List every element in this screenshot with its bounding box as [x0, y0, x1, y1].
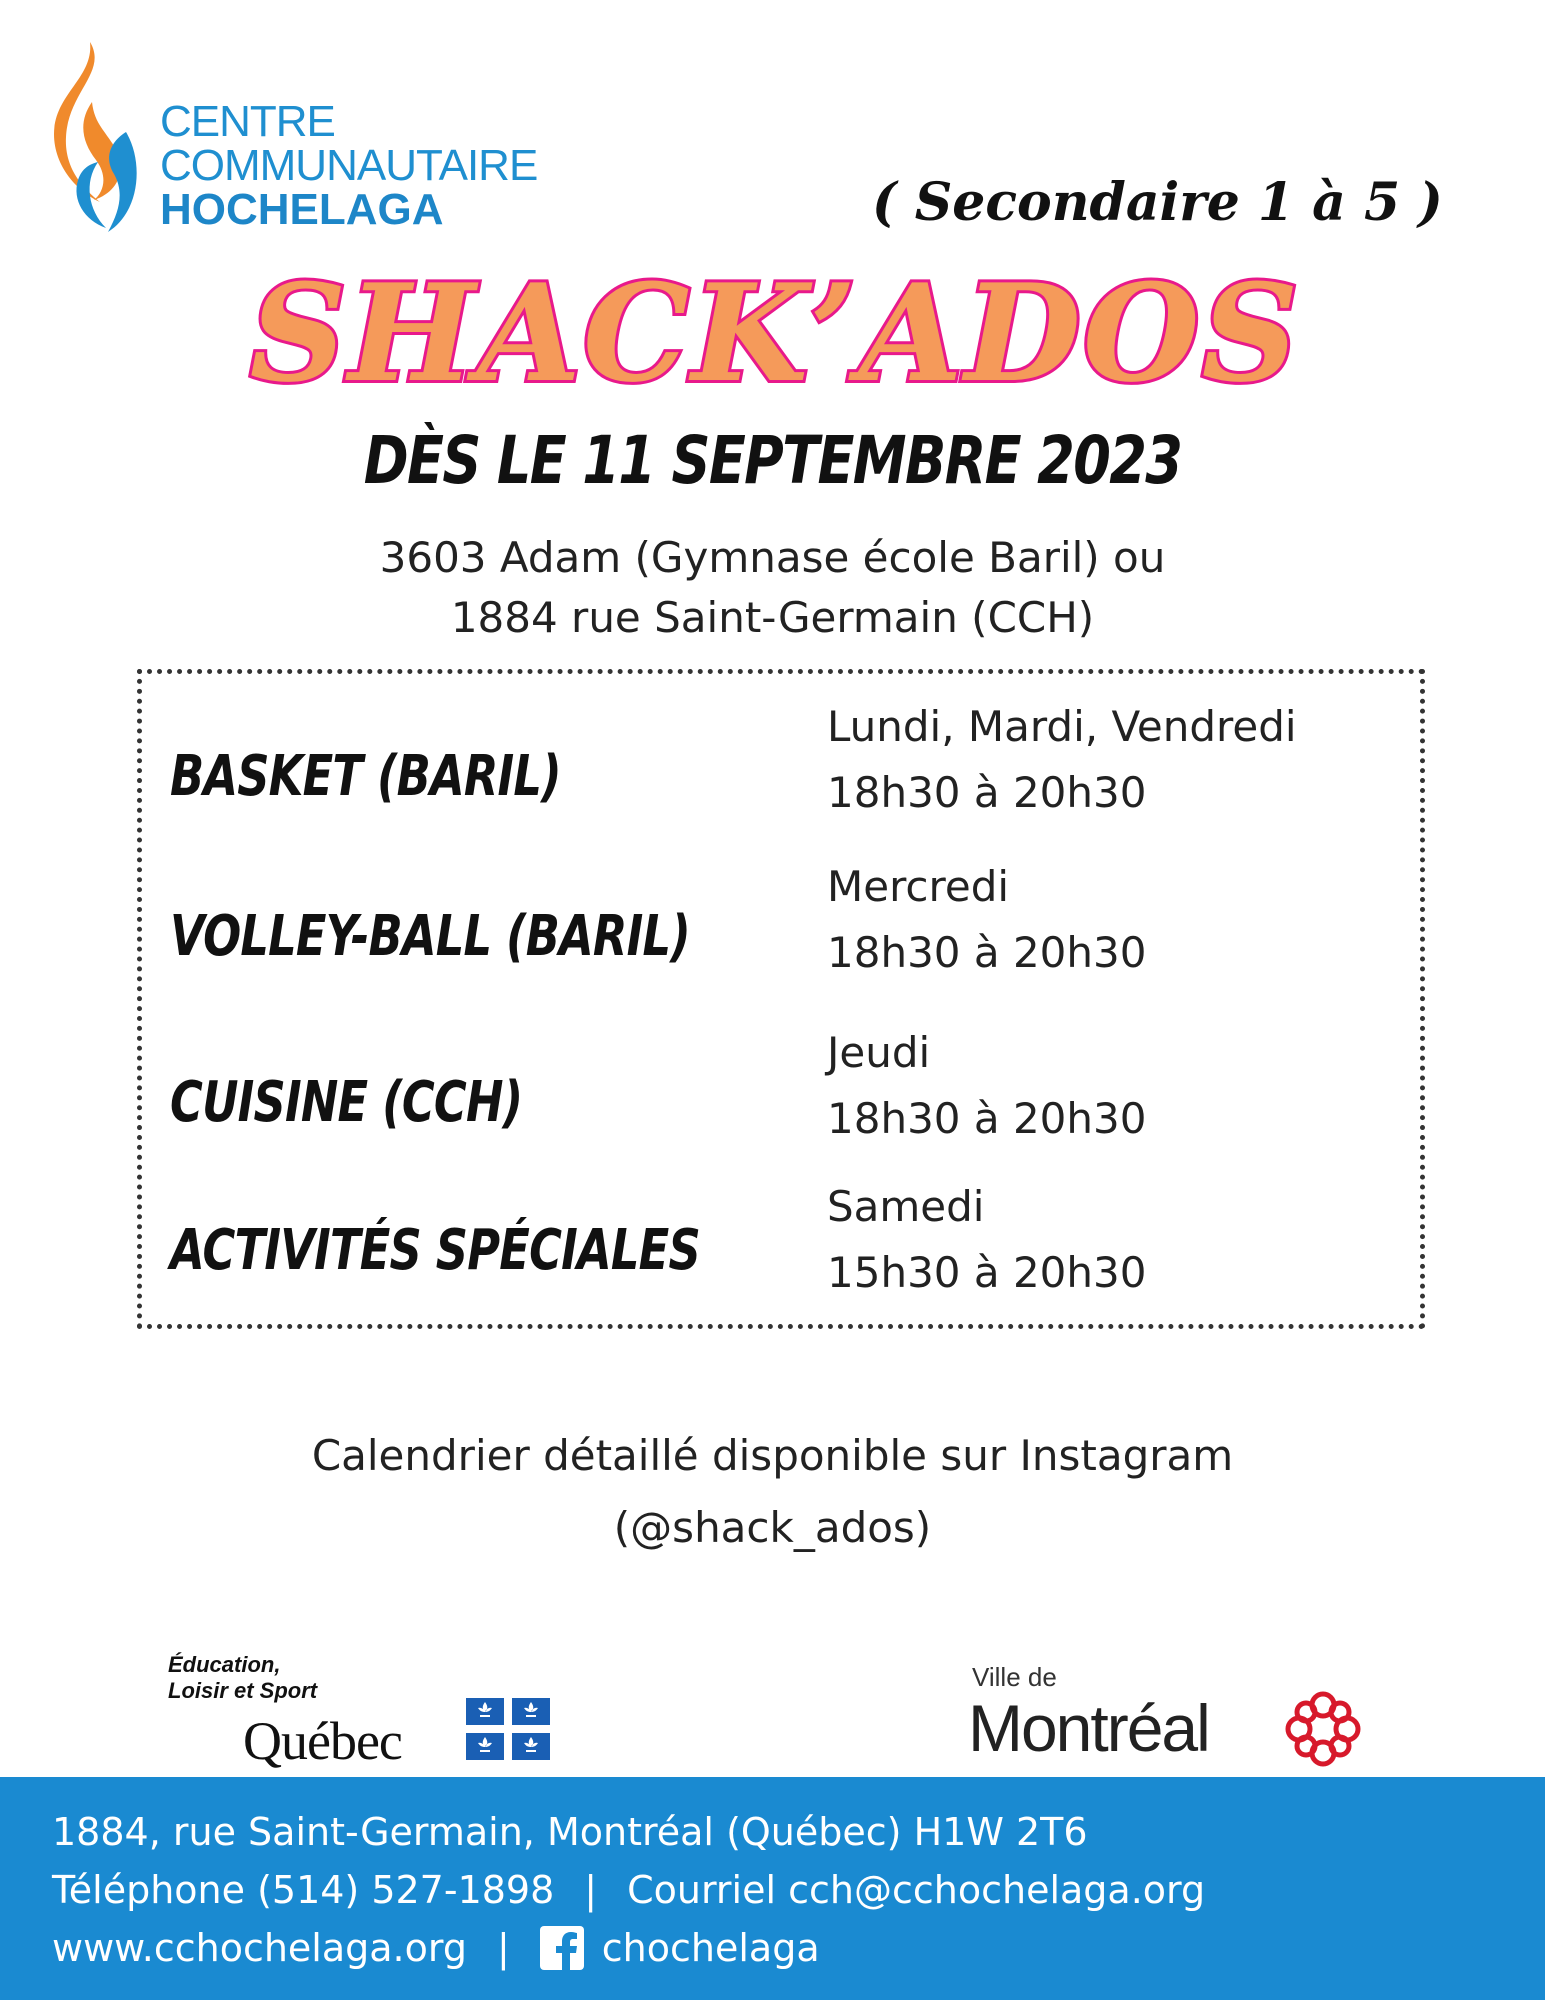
schedule-days: Mercredi: [827, 862, 1010, 911]
calendar-note: [0, 1420, 1545, 1564]
flame-logo-icon: [48, 42, 148, 234]
title-banner: [180, 258, 1370, 418]
venue-address-line1: 3603 Adam (Gymnase école Baril) ou: [379, 533, 1166, 582]
schedule-hours: 18h30 à 20h30: [827, 1094, 1147, 1143]
schedule-hours: 18h30 à 20h30: [827, 768, 1147, 817]
footer-address: 1884, rue Saint-Germain, Montréal (Québec) H1W 2T6: [52, 1810, 1088, 1854]
cch-logo: [48, 42, 568, 242]
schedule-activity: VOLLEY-BALL (BARIL): [170, 904, 690, 969]
schedule-box: [137, 669, 1425, 1329]
org-name: [160, 97, 538, 234]
montreal-rosette-icon: [1282, 1688, 1364, 1770]
schedule-time: [827, 1174, 1146, 1306]
footer-phone: Téléphone (514) 527-1898: [52, 1868, 555, 1912]
schedule-hours: 15h30 à 20h30: [827, 1248, 1147, 1297]
quebec-government-logo: [168, 1652, 588, 1771]
title-text: SHACK’ADOS: [249, 258, 1301, 412]
instagram-handle: (@shack_ados): [613, 1503, 932, 1552]
quebec-ministry-line2: Loisir et Sport: [168, 1678, 318, 1703]
montreal-prefix: Ville de: [972, 1662, 1057, 1692]
schedule-days: Samedi: [827, 1182, 985, 1231]
venue-address: [0, 528, 1545, 648]
quebec-ministry-line1: Éducation,: [168, 1652, 281, 1677]
org-name-line1: CENTRE: [160, 97, 335, 146]
quebec-wordmark: Québec: [243, 1711, 402, 1771]
montreal-wordmark: Montréal: [968, 1691, 1209, 1765]
footer-facebook[interactable]: chochelaga: [601, 1926, 820, 1970]
schedule-row: [142, 694, 1420, 844]
schedule-time: [827, 694, 1297, 826]
schedule-days: Jeudi: [827, 1028, 931, 1077]
footer-separator: |: [496, 1926, 510, 1970]
footer-web-line: [52, 1919, 1545, 1977]
quebec-flag-icon: [466, 1698, 550, 1760]
montreal-city-logo: [968, 1660, 1388, 1770]
schedule-time: [827, 1020, 1146, 1152]
schedule-activity: CUISINE (CCH): [170, 1070, 523, 1135]
start-date: DÈS LE 11 SEPTEMBRE 2023: [363, 422, 1182, 499]
calendar-note-line1: Calendrier détaillé disponible sur Instagram: [311, 1431, 1234, 1480]
schedule-activity: BASKET (BARIL): [170, 744, 561, 809]
schedule-row: [142, 1174, 1420, 1324]
schedule-row: [142, 1020, 1420, 1170]
schedule-hours: 18h30 à 20h30: [827, 928, 1147, 977]
footer-separator: |: [584, 1868, 598, 1912]
footer-contact-line: [52, 1861, 1545, 1919]
schedule-activity: ACTIVITÉS SPÉCIALES: [170, 1218, 700, 1283]
org-name-line3: HOCHELAGA: [160, 185, 444, 234]
schedule-time: [827, 854, 1146, 986]
grade-range: ( Secondaire 1 à 5 ): [872, 172, 1443, 233]
footer-website[interactable]: www.cchochelaga.org: [52, 1926, 467, 1970]
schedule-row: [142, 854, 1420, 1004]
footer-email[interactable]: Courriel cch@cchochelaga.org: [627, 1868, 1206, 1912]
schedule-days: Lundi, Mardi, Vendredi: [827, 702, 1297, 751]
facebook-icon[interactable]: [540, 1926, 584, 1970]
venue-address-line2: 1884 rue Saint-Germain (CCH): [450, 593, 1095, 642]
footer-contact-bar: [0, 1777, 1545, 2000]
org-name-line2: COMMUNAUTAIRE: [160, 141, 538, 190]
